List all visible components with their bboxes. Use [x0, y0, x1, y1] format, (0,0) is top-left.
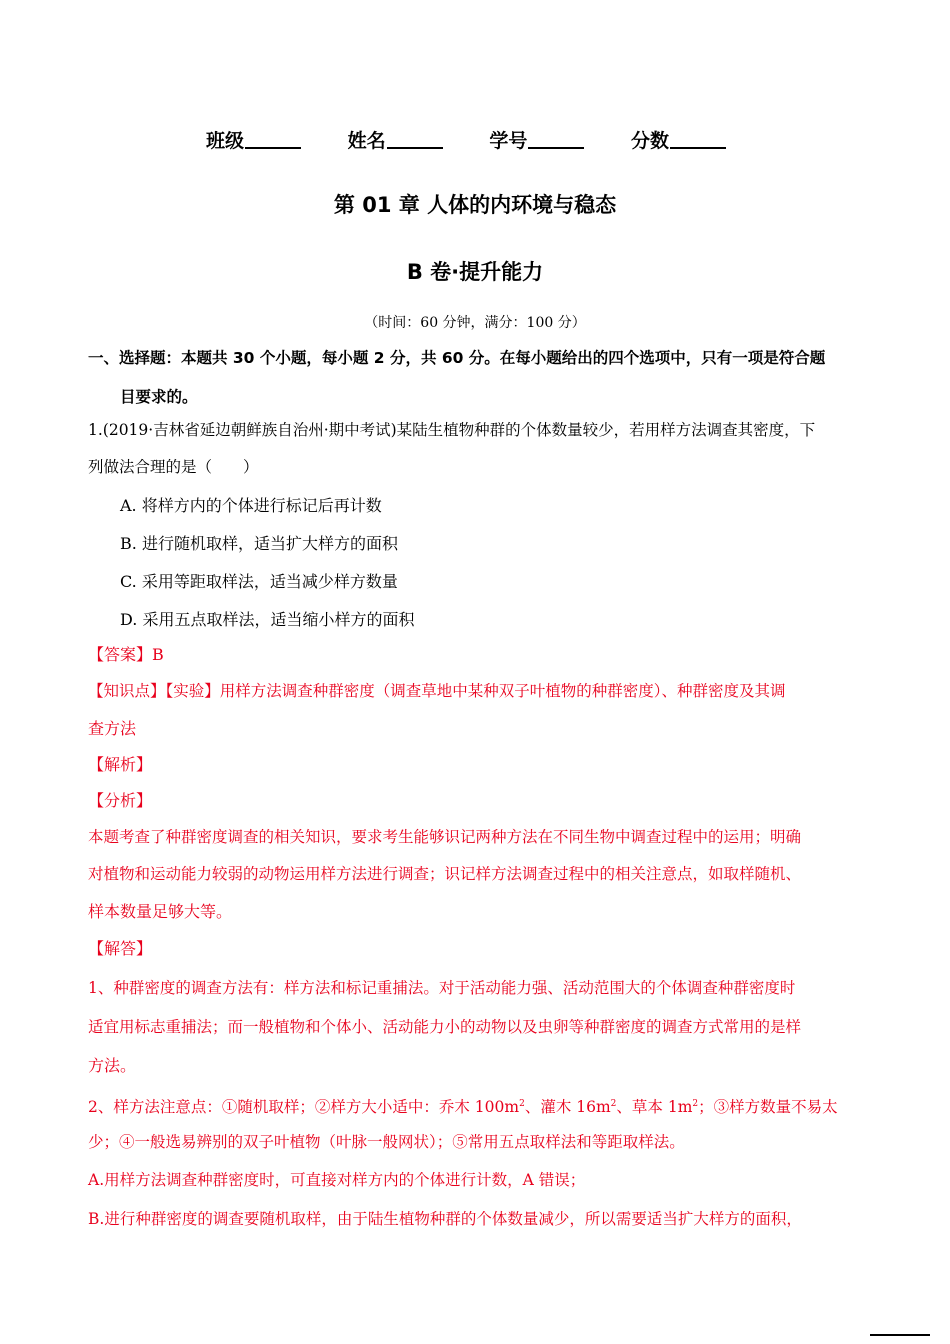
superscript-2: 2 — [519, 1099, 525, 1109]
question-stem-line1: 1.(2019·吉林省延边朝鲜族自治州·期中考试)某陆生植物种群的个体数量较少，若用样方法调查其密度，下 — [88, 421, 816, 439]
analysis-line1: 本题考查了种群密度调查的相关知识，要求考生能够识记两种方法在不同生物中调查过程中的运用；明确 — [88, 828, 802, 846]
point2-line1 — [88, 1086, 838, 1126]
option-c-label: C. — [120, 572, 137, 591]
point2-text-b: 、灌木 16m — [524, 1098, 611, 1117]
option-d-text: 采用五点取样法，适当缩小样方的面积 — [142, 610, 415, 629]
section-title: B 卷·提升能力 — [406, 260, 544, 284]
option-d-label: D. — [120, 610, 138, 629]
class-field-blank — [245, 127, 301, 149]
name-field-label: 姓名 — [347, 130, 386, 152]
part-heading-line2: 目要求的。 — [120, 388, 198, 406]
analysis-line3: 样本数量足够大等。 — [88, 902, 233, 921]
time-info: （时间：60 分钟，满分：100 分） — [364, 315, 586, 331]
jiexi-tag: 【解析】 — [88, 755, 153, 774]
option-d — [120, 607, 414, 630]
point1-line2: 适宜用标志重捕法；而一般植物和个体小、活动能力小的动物以及虫卵等种群密度的调查方式常用的是样 — [88, 1018, 802, 1036]
point2-text-c: 、草本 1m — [616, 1098, 693, 1117]
point2-line2: 少；④一般选易辨别的双子叶植物（叶脉一般网状）；⑤常用五点取样法和等距取样法。 — [88, 1133, 685, 1151]
student-info-header — [0, 126, 950, 153]
option-a-analysis: A.用样方法调查种群密度时，可直接对样方内的个体进行计数，A 错误； — [88, 1171, 586, 1189]
fenxi-tag: 【分析】 — [88, 791, 153, 810]
student-id-field-blank — [528, 127, 584, 149]
class-field-label: 班级 — [206, 130, 245, 152]
answer-line — [88, 636, 164, 673]
option-b-label: B. — [120, 534, 137, 553]
superscript-2: 2 — [610, 1099, 617, 1109]
knowledge-line1: 【知识点】【实验】用样方法调查种群密度（调查草地中某种双子叶植物的种群密度）、种群密度及其调 — [88, 682, 786, 700]
part-heading-line1: 一、选择题：本题共 30 个小题，每小题 2 分，共 60 分。在每小题给出的四个选项中，只有一项是符合题 — [88, 349, 826, 367]
student-id-field-label: 学号 — [489, 130, 528, 152]
answer-value: B — [152, 645, 164, 664]
superscript-2: 2 — [692, 1099, 699, 1109]
option-b — [120, 531, 398, 554]
point1-line1: 1、种群密度的调查方法有：样方法和标记重捕法。对于活动能力强、活动范围大的个体调查种群密度时 — [88, 979, 796, 997]
point2-text-a: 2、样方法注意点：①随机取样；②样方大小适中：乔木 100m — [88, 1098, 520, 1117]
option-a-text: 将样方内的个体进行标记后再计数 — [141, 496, 382, 515]
option-b-text: 进行随机取样，适当扩大样方的面积 — [141, 534, 398, 553]
jieda-tag: 【解答】 — [88, 939, 153, 958]
option-c — [120, 569, 398, 592]
question-stem-line2: 列做法合理的是（ ） — [88, 458, 259, 476]
analysis-line2: 对植物和运动能力较弱的动物运用样方法进行调查；识记样方法调查过程中的相关注意点，如取样随机、 — [88, 865, 802, 883]
point2-text-d: ；③样方数量不易太 — [698, 1098, 838, 1117]
option-b-analysis: B.进行种群密度的调查要随机取样，由于陆生植物种群的个体数量减少，所以需要适当扩大样方的面积， — [88, 1210, 802, 1228]
knowledge-line2: 查方法 — [88, 719, 137, 738]
score-field-label: 分数 — [630, 130, 669, 152]
page-corner-line — [870, 1334, 930, 1336]
name-field-blank — [387, 127, 443, 149]
option-c-text: 采用等距取样法，适当减少样方数量 — [141, 572, 398, 591]
chapter-title: 第 01 章 人体的内环境与稳态 — [333, 193, 617, 217]
option-a-label: A. — [120, 496, 137, 515]
answer-tag: 【答案】 — [88, 645, 153, 664]
score-field-blank — [670, 127, 726, 149]
option-a — [120, 493, 382, 516]
point1-line3: 方法。 — [88, 1056, 137, 1075]
